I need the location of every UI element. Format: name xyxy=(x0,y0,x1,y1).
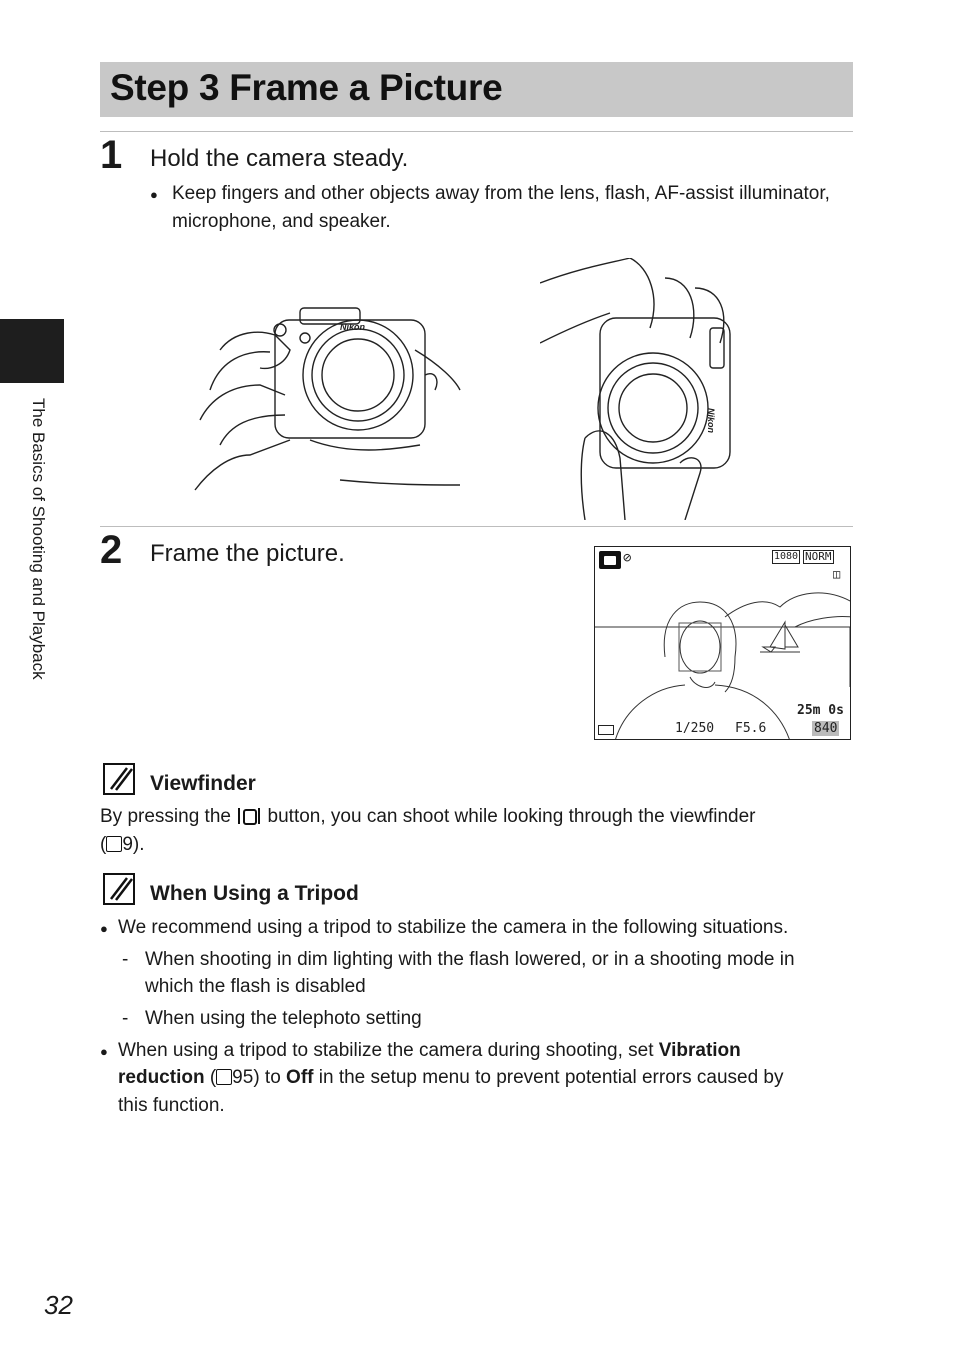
body-text: microphone, and speaker. xyxy=(172,211,391,232)
divider xyxy=(100,131,853,132)
body-text: When shooting in dim lighting with the flash lowered, or in a shooting mode in xyxy=(145,949,795,970)
text-span: ). xyxy=(132,834,145,855)
camera-lcd-screen xyxy=(594,546,851,740)
page-number: 32 xyxy=(44,1290,73,1320)
text-span: By pressing the xyxy=(100,806,231,827)
flash-off-icon: ⊘ xyxy=(623,550,632,566)
shutter-speed: 1/250 xyxy=(675,721,715,736)
body-text: which the flash is disabled xyxy=(145,976,366,997)
brand-logo: Nikon xyxy=(340,322,366,332)
note-title: Viewfinder xyxy=(150,772,256,795)
dash-icon: - xyxy=(122,1008,129,1029)
text-span: ( xyxy=(209,1067,217,1088)
body-text: We recommend using a tripod to stabilize the camera in the following situations. xyxy=(118,917,789,938)
text-span: ( xyxy=(100,834,107,855)
body-text: this function. xyxy=(118,1095,225,1116)
vr-icon: ◫ xyxy=(833,567,841,581)
text-span: ) to xyxy=(253,1067,281,1088)
page-ref[interactable]: 9 xyxy=(122,834,133,855)
camera-mode-icon xyxy=(599,551,621,569)
page-ref-icon xyxy=(106,836,122,852)
body-text xyxy=(100,831,145,859)
bullet-icon: ● xyxy=(100,921,108,936)
page-ref[interactable]: 95 xyxy=(232,1067,254,1088)
movie-size-icon: 1080 xyxy=(774,551,799,562)
body-text xyxy=(118,1064,784,1092)
section-label: The Basics of Shooting and Playback xyxy=(29,398,48,680)
remaining-time: 25m 0s xyxy=(797,703,844,718)
exposures-remaining: 840 xyxy=(814,721,838,736)
body-text xyxy=(100,803,756,831)
image-quality-icon: NORM xyxy=(805,550,832,563)
text-span: When using a tripod to stabilize the camera during shooting, set xyxy=(118,1040,654,1061)
page-title: Step 3 Frame a Picture xyxy=(110,67,503,108)
body-text: When using the telephoto setting xyxy=(145,1008,422,1029)
note-pencil-icon xyxy=(103,873,135,905)
step-title: Frame the picture. xyxy=(150,540,345,567)
text-span: in the setup menu to prevent potential errors caused by xyxy=(318,1067,784,1088)
setting-name: reduction xyxy=(118,1067,205,1088)
aperture: F5.6 xyxy=(735,721,767,736)
body-text: Keep fingers and other objects away from the lens, flash, AF-assist illuminator, xyxy=(172,183,830,204)
setting-name: Vibration xyxy=(658,1040,741,1061)
battery-icon xyxy=(598,725,614,735)
dash-icon: - xyxy=(122,949,129,970)
text-span: button, you can shoot while looking through the viewfinder xyxy=(267,806,756,827)
bullet-icon: ● xyxy=(150,187,158,202)
note-title: When Using a Tripod xyxy=(150,882,359,905)
hands-holding-camera-vertical-icon xyxy=(540,258,740,520)
step-number: 2 xyxy=(100,528,123,572)
viewfinder-button-icon xyxy=(236,807,262,825)
step-number: 1 xyxy=(100,133,123,177)
bullet-icon: ● xyxy=(100,1044,108,1059)
step-title: Hold the camera steady. xyxy=(150,145,409,172)
brand-logo: Nikon xyxy=(706,408,716,434)
page-ref-icon xyxy=(216,1069,232,1085)
body-text xyxy=(118,1037,741,1065)
section-tab xyxy=(0,319,64,383)
setting-value: Off xyxy=(286,1067,314,1088)
divider xyxy=(100,526,853,527)
hands-holding-camera-horizontal-icon xyxy=(190,290,465,495)
note-pencil-icon xyxy=(103,763,135,795)
